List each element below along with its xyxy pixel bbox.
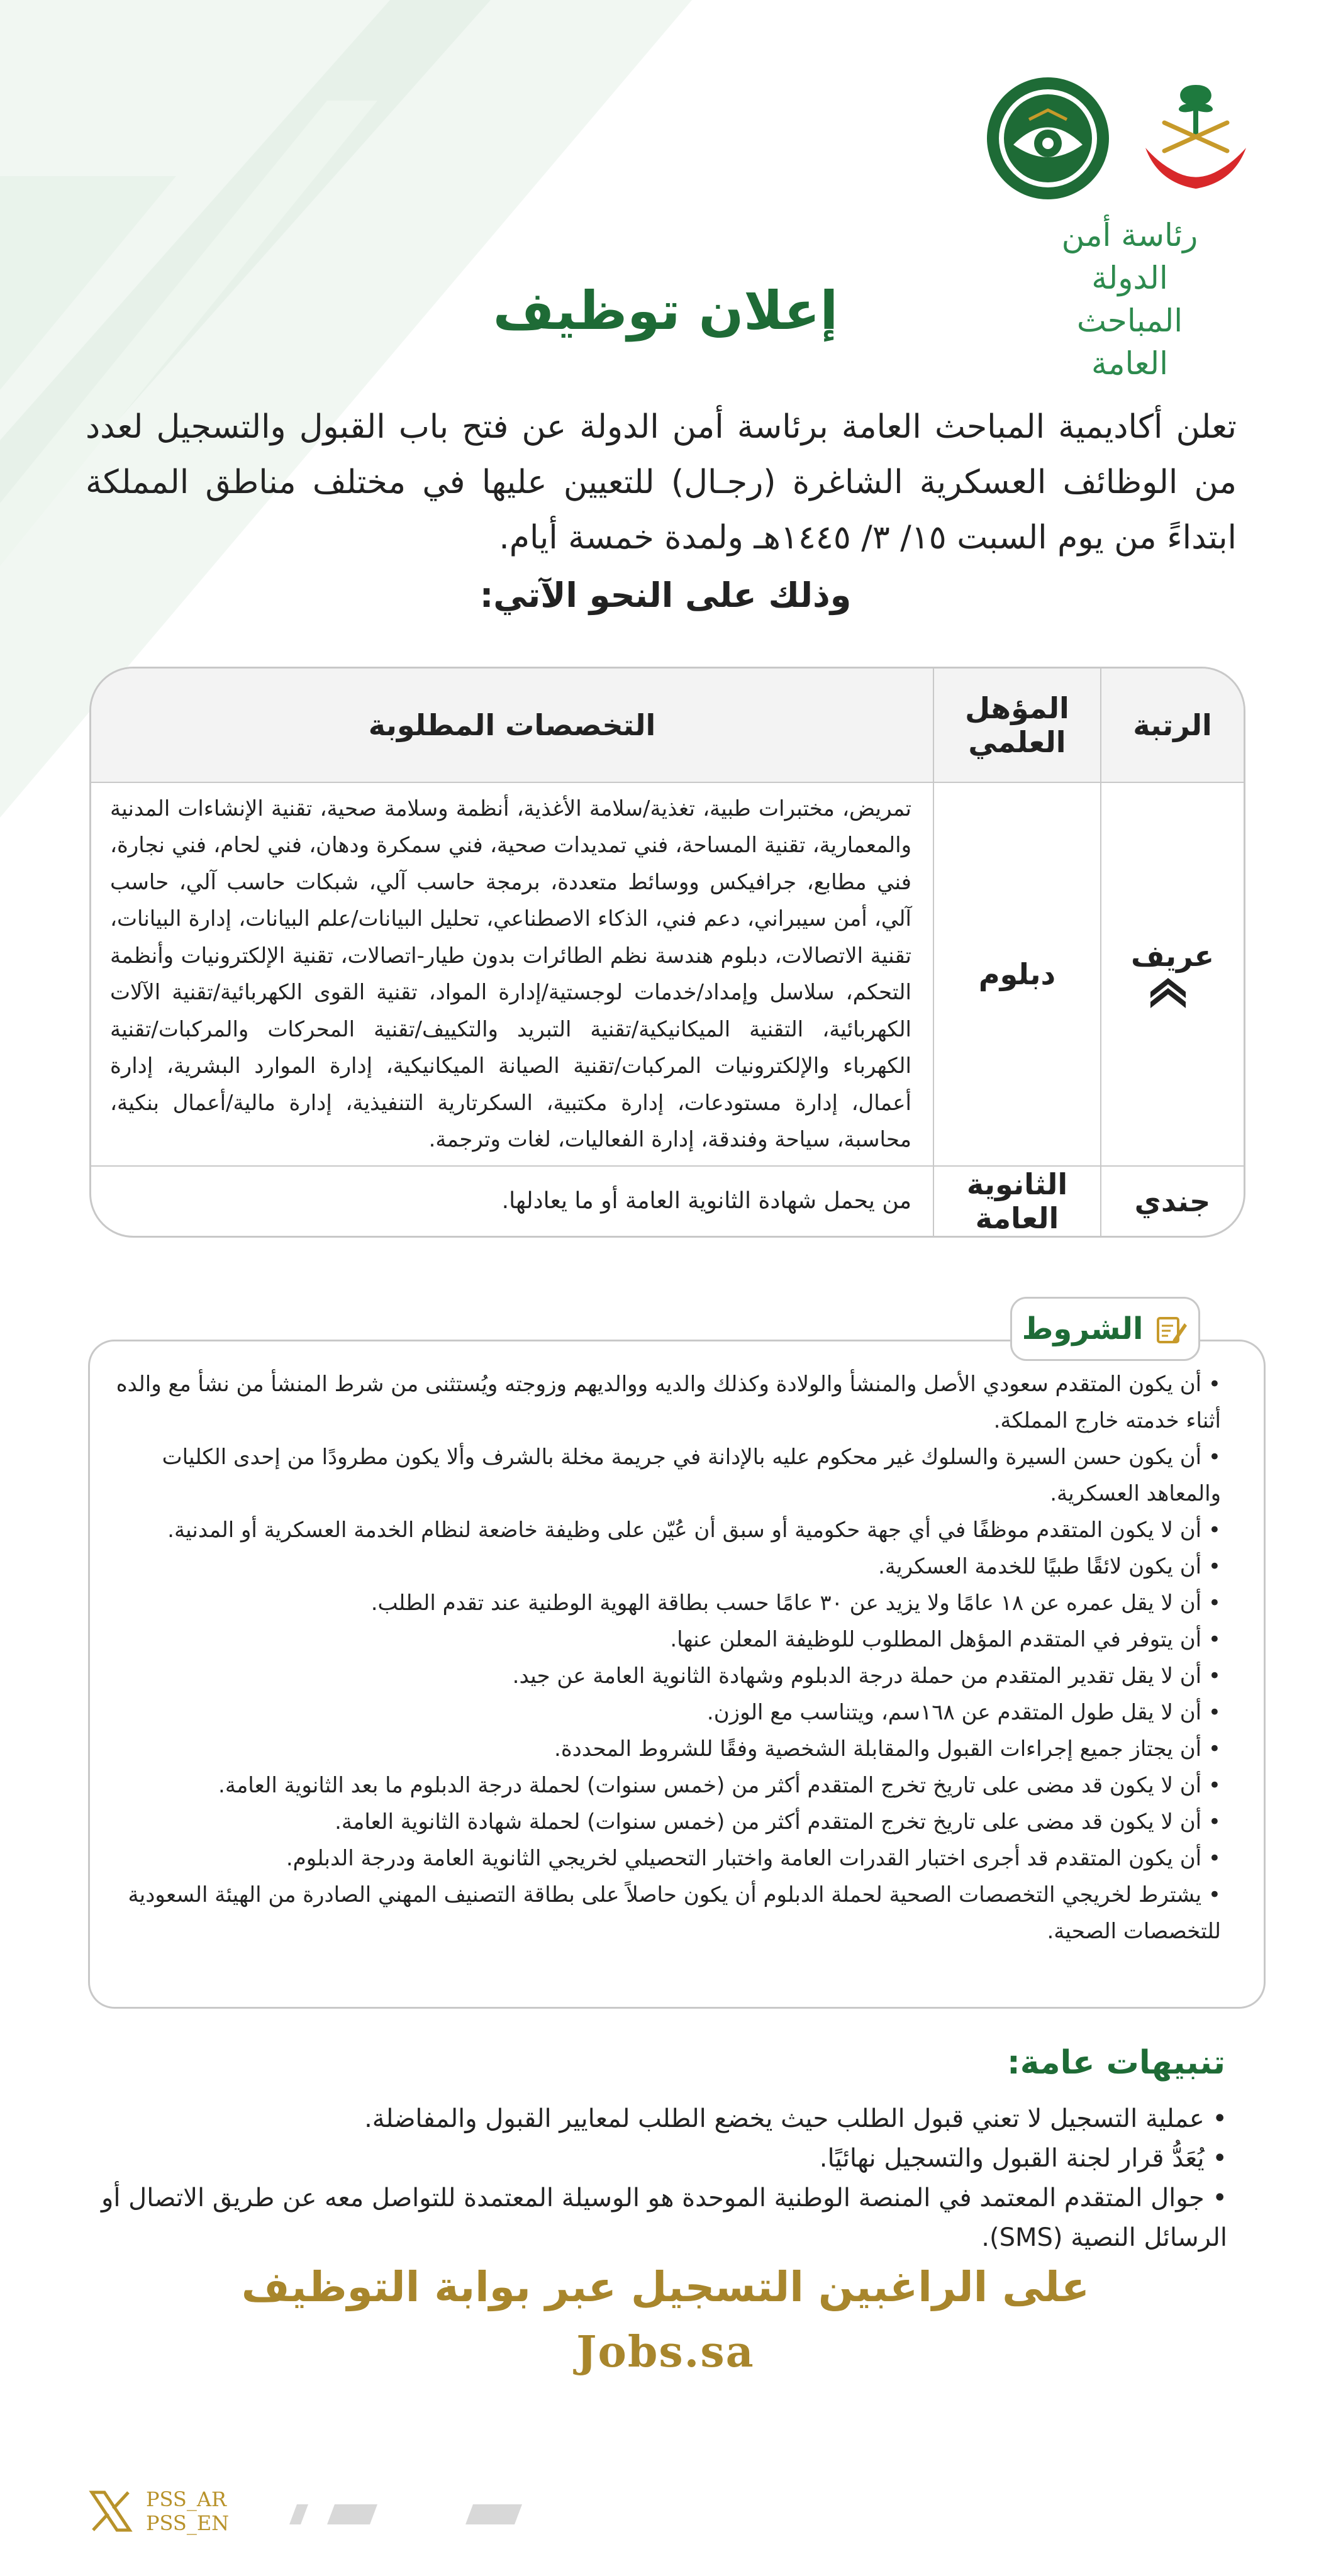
qualification-cell: دبلوم [933,782,1101,1166]
footer-decoration [283,2502,535,2527]
agency-seal-icon [985,75,1111,201]
qualification-cell: الثانوية العامة [933,1166,1101,1236]
conditions-title: الشروط [1022,1311,1144,1346]
rank-cell [1101,782,1244,1166]
intro-paragraph: تعلن أكاديمية المباحث العامة برئاسة أمن الدولة عن فتح باب القبول والتسجيل لعدد من الوظائف العسكرية الشاغرة (رجـال) للتعيين عليها في مختلف مناطق المملكة ابتداءً من يوم السبت ١٥/ ٣/ ١٤٤٥هـ ولمدة خمسة أيام. [86,408,1237,557]
list-item: • أن لا يقل طول المتقدم عن ١٦٨سم، ويتناسب مع الوزن. [92,1694,1221,1731]
table-intro-heading: وذلك على النحو الآتي: [479,575,852,615]
org-name-line2: المباحث العامة [1076,303,1183,382]
x-logo-icon[interactable] [88,2489,133,2534]
notes-list [82,2099,1227,2258]
list-item: • أن لا يكون قد مضى على تاريخ تخرج المتقدم أكثر من (خمس سنوات) لحملة درجة الدبلوم ما بعد الثانوية العامة. [92,1767,1221,1804]
jobs-table [89,667,1245,1238]
handle-en[interactable]: PSS_EN [146,2511,230,2535]
list-item: • أن لا يكون قد مضى على تاريخ تخرج المتقدم أكثر من (خمس سنوات) لحملة شهادة الثانوية العامة. [92,1804,1221,1840]
list-item: • أن يكون حسن السيرة والسلوك غير محكوم عليه بالإدانة في جريمة مخلة بالشرف وألا يكون مطرودًا من إحدى الكليات والمعاهد العسكرية. [92,1439,1221,1512]
conditions-heading [1010,1297,1200,1361]
rank-name: عريف [1130,938,1215,973]
specializations-cell: تمريض، مختبرات طبية، تغذية/سلامة الأغذية، أنظمة وسلامة صحية، تقنية الإنشاءات المدنية والمعمارية، تقنية المساحة، فني تمديدات صحية، فني سمكرة ودهان، فني لحام، فني نجارة، فني مطابع، جرافيكس ووسائط متعددة، برمجة حاسب آلي، شبكات حاسب آلي، حاسب آلي، أمن سيبراني، دعم فني، الذكاء الاصطناعي، تحليل البيانات/علم البيانات، إدارة البيانات، تقنية الاتصالات، دبلوم هندسة نظم الطائرات بدون طيار-اتصالات، تقنية الإلكترونيات وأنظمة التحكم، سلاسل وإمداد/خدمات لوجستية/إدارة المواد، تقنية القوى الكهربائية/تقنية الآلات الكهربائية، التقنية الميكانيكية/تقنية التبريد والتكييف/تقنية المحركات والمركبات/تقنية الكهرباء والإلكترونيات المركبات/تقنية الصيانة الميكانيكية، إدارة الموارد البشرية، إدارة أعمال، إدارة مستودعات، إدارة مكتبية، السكرتارية التنفيذية، إدارة مالية/أعمال بنكية، محاسبة، سياحة وفندقة، إدارة الفعاليات، لغات وترجمة. [91,782,933,1166]
notepad-pencil-icon [1154,1312,1188,1346]
list-item: • يُعَدُّ قرار لجنة القبول والتسجيل نهائيًا. [82,2139,1227,2179]
social-handles [88,2487,229,2535]
website-link[interactable]: Jobs.sa [576,2327,755,2377]
list-item: • جوال المتقدم المعتمد في المنصة الوطنية الموحدة هو الوسيلة المعتمدة للتواصل معه عن طريق الاتصال أو الرسائل النصية (SMS). [82,2179,1227,2258]
state-emblem-icon [1139,72,1252,198]
list-item: • عملية التسجيل لا تعني قبول الطلب حيث يخضع الطلب لمعايير القبول والمفاضلة. [82,2099,1227,2139]
header-rank: الرتبة [1101,669,1244,782]
list-item: • أن يكون المتقدم سعودي الأصل والمنشأ والولادة وكذلك والديه ووالديهم وزوجته ويُستثنى من شرط المنشأ من نشأ مع والده أثناء خدمته خارج المملكة. [92,1366,1221,1439]
list-item: • أن يكون المتقدم قد أجرى اختبار القدرات العامة واختبار التحصيلي لخريجي الثانوية العامة ودرجة الدبلوم. [92,1840,1221,1877]
table-row [91,1166,1244,1236]
notes-title: تنبيهات عامة: [1007,2044,1225,2082]
list-item: • أن لا يكون المتقدم موظفًا في أي جهة حكومية أو سبق أن عُيّن على وظيفة خاضعة لنظام الخدمة العسكرية أو المدنية. [92,1512,1221,1548]
header-specializations: التخصصات المطلوبة [91,669,933,782]
org-name-line1: رئاسة أمن الدولة [1061,217,1198,296]
list-item: • يشترط لخريجي التخصصات الصحية لحملة الدبلوم أن يكون حاصلاً على بطاقة التصنيف المهني الصادرة من الهيئة السعودية للتخصصات الصحية. [92,1877,1221,1950]
list-item: • أن يتوفر في المتقدم المؤهل المطلوب للوظيفة المعلن عنها. [92,1621,1221,1658]
list-item: • أن لا يقل عمره عن ١٨ عامًا ولا يزيد عن ٣٠ عامًا حسب بطاقة الهوية الوطنية عند تقدم الطلب. [92,1585,1221,1621]
list-item: • أن يكون لائقًا طبيًا للخدمة العسكرية. [92,1548,1221,1585]
double-chevron-rank-icon [1148,974,1188,1009]
table-header-row [91,669,1244,782]
list-item: • أن يجتاز جميع إجراءات القبول والمقابلة الشخصية وفقًا للشروط المحددة. [92,1731,1221,1767]
header-logos [950,72,1252,198]
conditions-list [92,1366,1221,1950]
page-title: إعلان توظيف [493,280,838,341]
table-row [91,782,1244,1166]
list-item: • أن لا يقل تقدير المتقدم من حملة درجة الدبلوم وشهادة الثانوية العامة عن جيد. [92,1658,1221,1694]
header-qualification: المؤهل العلمي [933,669,1101,782]
call-to-action: على الراغبين التسجيل عبر بوابة التوظيف [241,2263,1090,2311]
rank-cell: جندي [1101,1166,1244,1236]
handle-ar[interactable]: PSS_AR [146,2487,227,2511]
specializations-cell: من يحمل شهادة الثانوية العامة أو ما يعادلها. [501,1187,911,1214]
